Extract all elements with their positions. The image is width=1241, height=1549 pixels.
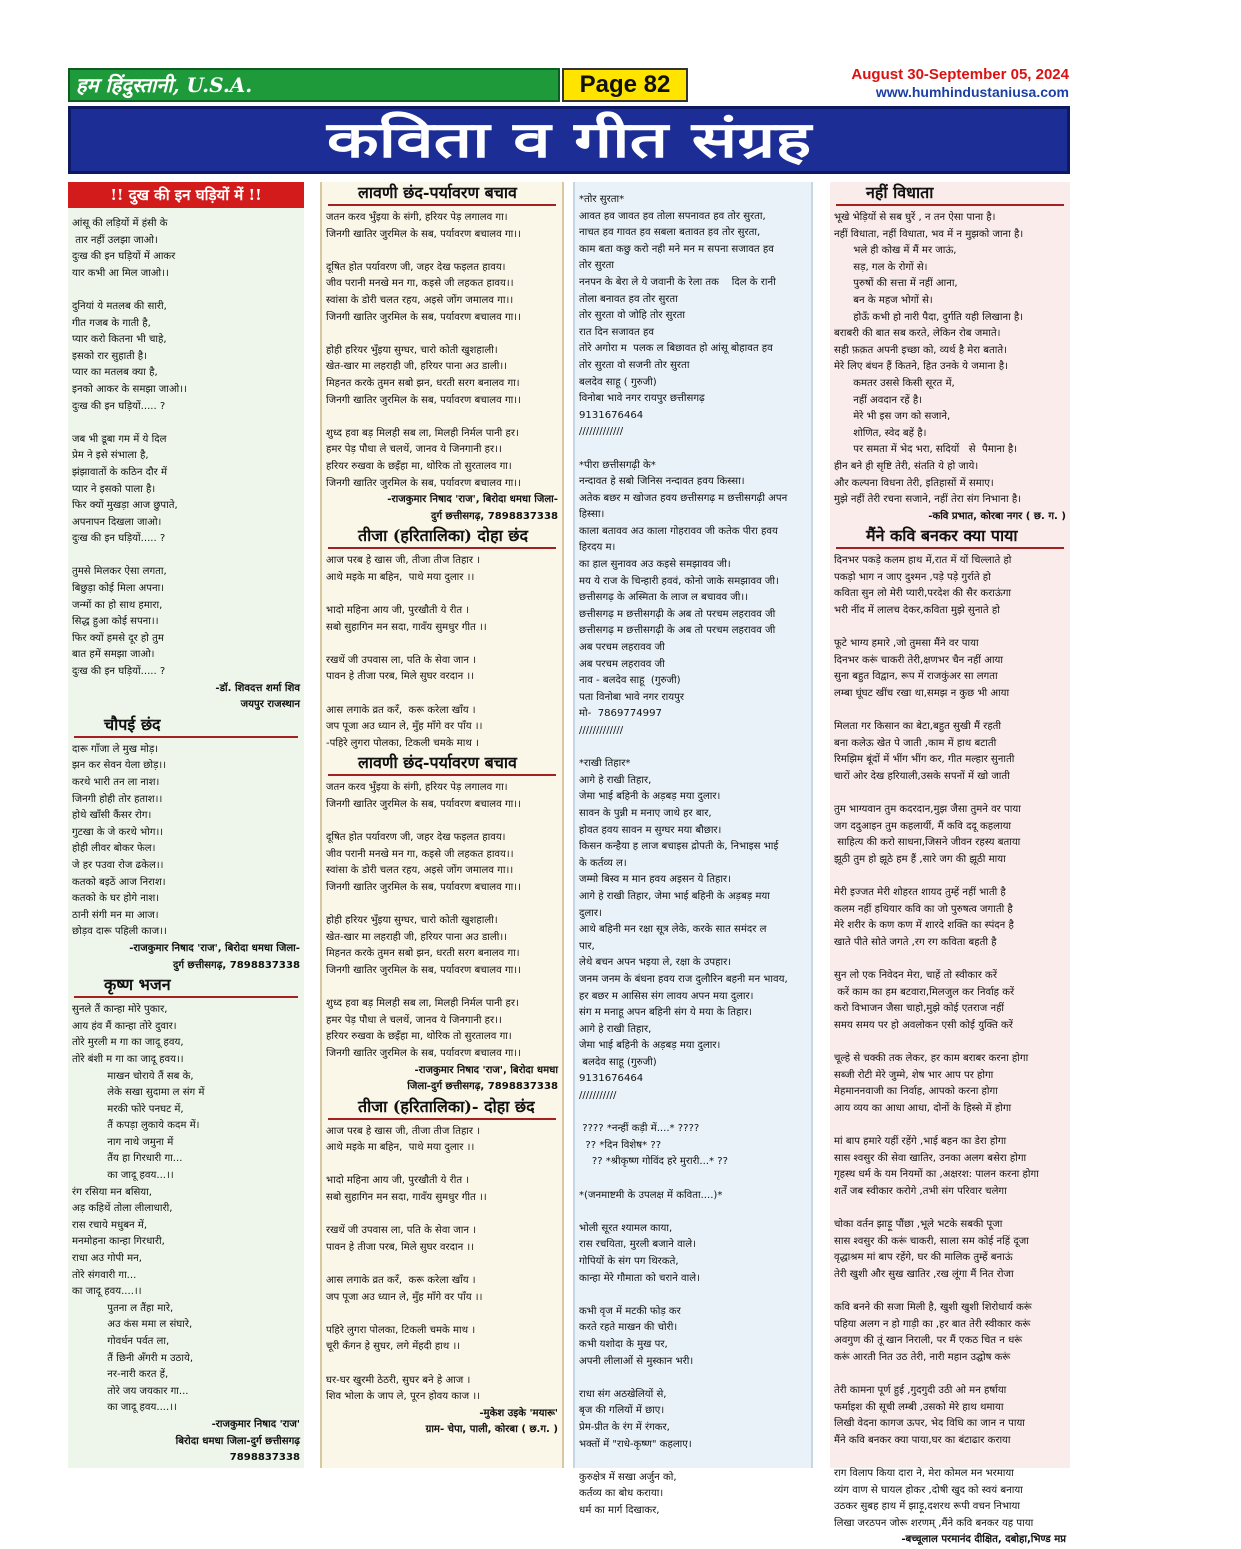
poem-body: *तोर सुरता* आवत हव जावत हव तोला सपनावत हव तोर सुरता, नाचत हव गावत हव सबला बतावत हव तोर सुरता, काम बता कछु करो नही मने मन म सपना सजावत हव तोर सुरता ननपन के बेरा ले ये जवानी के रेला तक दिल के रानी तोला बनावत हव तोर सुरता तोर सुरता वो जोहि तोर सुरता रात दिन सजावत हव तोरे अगोरा म पलक ल बिछावत हो आंसू बोहावत हव तोर सुरता वो सजनी तोर सुरता बलदेव साहू ( गुरुजी) विनोबा भावे नगर रायपुर छत्तीसगढ़ 9131676464 ///////////// *पीरा छत्तीसगढ़ी के* नन्दावत हे सबो जिनिस नन्दावत हवय किस्सा। अतेक बछर म खोजत हवय छत्तीसगढ़ म छत्तीसगढ़ी अपन हिस्सा। काला बतावव अउ काला गोहरावव जी कतेक पीरा हवय हिरदय म। का हाल सुनावव अउ कइसे समझावव जी। मय ये राज के चिन्हारी हववं, कोनो जाके समझावव जी। छत्तीसगढ़ के अस्मिता के लाज ल बचावव जी।। छत्तीसगढ़ म छत्तीसगढ़ी के अब तो परचम लहरावव जी छत्तीसगढ़ म छत्तीसगढ़ी के अब तो परचम लहरावव जी अब परचम लहरावव जी अब परचम लहरावव जी नाव - बलदेव साहू (गुरुजी) पता विनोबा भावे नगर रायपुर मो- 7869774997 ///////////// *राखी तिहार* आगे हे राखी तिहार, जेमा भाई बहिनी के अड़बड़ मया दुलार। सावन के पुन्नी म मनाए जाथे हर बार, होवत हवय सावन म सुग्घर मया बौछार। किसन कन्हैया ह लाज बचाइस द्रोपती के, निभाइस भाई के कर्तव्य ल। जम्मो बिस्व म मान हवय अइसन ये तिहार। आगे हे राखी तिहार, जेमा भाई बहिनी के अड़बड़ मया दुलार। आथे बहिनी मन रक्षा सूत्र लेके, करके सात समंदर ल पार, लेथे बचन अपन भइया ले, रक्षा के उपहार। जनम जनम के बंधना हवय राज दुलौरिन बहनी मन भावय, हर बछर म आसिस संग लावय अपन मया दुलार। संग म मनाहू अपन बहिनी संग ये मया के तिहार। आगे हे राखी तिहार, जेमा भाई बहिनी के अड़बड़ मया दुलार। बलदेव साहू (गुरुजी) 9131676464 /////////// ???? *नन्हीं कड़ी में....* ???? ?? *दिन विशेष* ?? ?? *श्रीकृष्ण गोविंद हरे मुरारी...* ?? *(जनमाष्टमी के उपलक्ष में कविता....)* भोली सूरत श्यामल काया, रास रचयिता, मुरली बजाने वाले। गोपियों के संग पग थिरकते, कान्हा मेरे गौमाता को चराने वाले। कभी वृज में मटकी फोड़ कर करते रहते माखन की चोरी। कभी यशोदा के मुख पर, अपनी लीलाओं से मुस्कान भरी। राधा संग अठखेलियों से, बृज की गलियों में छाए। प्रेम-प्रीत के रंग में रंगकर, भक्तों में "राधे-कृष्ण" कहलाए। कुरुक्षेत्र में सखा अर्जुन को, कर्तव्य का बोध कराया। धर्म का मार्ग दिखाकर, <box>579 194 788 1516</box>
poem-title: कृष्ण भजन <box>74 974 298 998</box>
poem-author: -राजकुमार निषाद 'राज', बिरोदा धमधा <box>414 1064 558 1076</box>
poem-author: -डॉ. शिवदत्त शर्मा शिव <box>215 682 300 694</box>
poem-author: -राजकुमार निषाद 'राज' <box>211 1418 300 1430</box>
poem-title: तीजा (हरितालिका) दोहा छंद <box>328 525 556 549</box>
issue-date: August 30-September 05, 2024 <box>851 66 1069 83</box>
poem-title: लावणी छंद-पर्यावरण बचाव <box>328 752 556 776</box>
poem-author: -मुकेश उइके 'मयारू' <box>479 1407 558 1419</box>
poem-body: भूखे भेड़ियों से सब घुरें , न तन ऐसा पाना है। नहीं विधाता, नहीं विधाता, भव में न मुझको जाना है। भले ही कोख में मैं मर जाऊं, सड़, गल के रोगों से। पुरुषों की सत्ता में नहीं आना, बन के महज भोगों से। होऊँ कभी हो नारी पैदा, दुर्गति यही लिखाना है। बराबरी की बात सब करते, लेकिन रोब जमाते। सही फ़क़त अपनी इच्छा को, व्यर्थ है मेरा बताते। मेरे लिए बंधन हैं कितने, हित उनके ये जमाना है। कमतर उससे किसी सूरत में, नहीं अवदान रहें है। मेरे भी इस जग को सजाने, शोणित, स्वेद बहें है। पर समता में भेद भरा, सदियों से पैमाना है। हीन बने ही सृष्टि तेरी, संतति ये हो जाये। और कल्पना विधना तेरी, इतिहासों में समाए। मुझे नहीं तेरी रचना सजाने, नहीं तेरा संग निभाना है। <box>834 212 1024 506</box>
poem-body: आज परब हे खास जी, तीजा तीज तिहार । आथे मइके मा बहिन, पाथे मया दुलार ।। भादो महिना आय जी, पुरखौती ये रीत । सबो सुहागिन मन सदा, गावँय सुमधुर गीत ।। रखथें जी उपवास ला, पति के सेवा जान । पावन हे तीजा परब, मिले सुघर वरदान ।। आस लगाके व्रत करँ, करू करेला खाँय । जप पूजा अउ ध्यान ले, मुँह माँगे वर पाँय ।। पहिरे लुगरा पोलका, टिकली चमके माथ । चूरी कँगन हे सुघर, लगे मेंहदी हाथ ।। घर-घर खुरमी ठेठरी, सुघर बने हे आज । शिव भोला के जाप ले, पूरन होवय काज ।। <box>326 1125 487 1403</box>
poem-author: -राजकुमार निषाद 'राज', बिरोदा धमधा जिला- <box>387 494 558 506</box>
poem-author-place: बिरोदा धमधा जिला-दुर्ग छत्तीसगढ़ <box>175 1435 300 1447</box>
poem-title: लावणी छंद-पर्यावरण बचाव <box>328 182 556 206</box>
poem-author: -बच्चूलाल परमानंद दीक्षित, दबोहा,भिण्ड मप्र <box>901 1534 1066 1546</box>
poem-title: तीजा (हरितालिका)- दोहा छंद <box>328 1096 556 1120</box>
poem-author-place: ग्राम- चेपा, पाली, कोरबा ( छ.ग. ) <box>425 1424 558 1436</box>
poem-title: चौपई छंद <box>74 714 298 738</box>
brand-bar <box>68 68 560 102</box>
poem-title: नहीं विधाता <box>836 182 1064 206</box>
poem-title: मैंने कवि बनकर क्या पाया <box>836 525 1064 549</box>
poem-title: !! दुख की इन घड़ियों में !! <box>68 182 304 208</box>
section-banner <box>68 106 1070 174</box>
website-link[interactable]: www.humhindustaniusa.com <box>875 84 1069 100</box>
poem-body: जतन करव भुँइया के संगी, हरियर पेड़ लगालव गा। जिनगी खातिर जुरमिल के सब, पर्यावरण बचालव गा।। दूषित होत पर्यावरण जी, जहर देख फइलत हावय। जीव परानी मनखे मन गा, कइसे जी लहकत हावय।। स्वांसा के डोरी चलत रहय, अइसे जोंग जमालव गा।। जिनगी खातिर जुरमिल के सब, पर्यावरण बचालव गा।। होही हरियर भुँइया सुग्घर, चारो कोती खुशहाली। खेत-खार मा लहराही जी, हरियर पाना अउ डाली।। मिहनत करके तुमन सबो झन, धरती सरग बनालव गा। जिनगी खातिर जुरमिल के सब, पर्यावरण बचालव गा।। शुध्द हवा बड़ मिलही सब ला, मिलही निर्मल पानी हर। हमर पेड़ पौधा ले चलथें, जानव ये जिनगानी हर।। हरियर रुखवा के छइँहा मा, थोरिक तो सुरतालव गा। जिनगी खातिर जुरमिल के सब, पर्यावरण बचालव गा।। <box>326 212 521 489</box>
poem-author-place: दुर्ग छत्तीसगढ़, 7898837338 <box>431 510 558 522</box>
poem-author: -कवि प्रभात, कोरबा नगर ( छ. ग. ) <box>928 510 1066 522</box>
poem-body: आंसू की लड़ियों में हंसी के तार नहीं उलझा जाओ। दुःख की इन घड़ियों में आकर यार कभी आ मिल जाओ।। दुनियां ये मतलब की सारी, गीत गजब के गाती है, प्यार करो कितना भी चाहे, इसको रार सुहाती है। प्यार का मतलब क्या है, इनको आकर के समझा जाओ।। दुःख की इन घड़ियों..... ? जब भी डूबा गम में ये दिल प्रेम ने इसे संभाला है, झंझावातों के कठिन दौर में प्यार ने इसको पाला है। फिर क्यों मुखड़ा आज छुपाते, अपनापन दिखला जाओ। दुःख की इन घड़ियों..... ? तुमसे मिलकर ऐसा लगता, बिछुड़ा कोई मिला अपना। जन्मों का हो साथ हमारा, सिद्ध हुआ कोई सपना।। फिर क्यों हमसे दूर हो तुम बात हमें समझा जाओ। दुःख की इन घड़ियों..... ? <box>72 218 187 678</box>
page-number: Page 82 <box>562 68 688 102</box>
poem-body: आज परब हे खास जी, तीजा तीज तिहार । आथे मइके मा बहिन, पाथे मया दुलार ।। भादो महिना आय जी, पुरखौती ये रीत । सबो सुहागिन मन सदा, गावँय सुमधुर गीत ।। रखथें जी उपवास ला, पति के सेवा जान । पावन हे तीजा परब, मिले सुघर वरदान ।। आस लगाके व्रत करँ, करू करेला खाँय । जप पूजा अउ ध्यान ले, मुँह माँगे वर पाँय ।। -पहिरे लुगरा पोलका, टिकली चमके माथ । <box>326 555 487 749</box>
poem-body: सुनले तैं कान्हा मोरे पुकार, आय हंव मैं कान्हा तोरे दुवार। तोरे मुरली म गा का जादू हवय, तोरे बंशी म गा का जादू हवय।। माखन चोराये तैं सब के, लेके सखा सुदामा ल संग में मरकी फोरे पनघट में, तैं कपड़ा लुकाये कदम में। नाग नाथे जमुना में तैंय हा गिरधारी गा... का जादू हवय...।। रंग रसिया मन बसिया, अड़ कहिथें तोला लीलाधारी, रास रचाये मधुबन में, मनमोहना कान्हा गिरधारी, राधा अउ गोपी मन, तोरे संगवारी गा... का जादू हवय....।। पुतना ल तैंहा मारे, अउ कंस ममा ल संघारे, गोवर्धन पर्वत ला, तैं छिनी अँगरी म उठाये, नर-नारी करत हें, तोरे जय जयकार गा... का जादू हवय....।। <box>72 1004 205 1414</box>
column-4 <box>830 182 1070 1546</box>
brand-name: हम हिंदुस्तानी, U.S.A. <box>76 73 253 97</box>
poem-body: जतन करव भुँइया के संगी, हरियर पेड़ लगालव गा। जिनगी खातिर जुरमिल के सब, पर्यावरण बचालव गा।। दूषित होत पर्यावरण जी, जहर देख फइलत हावय। जीव परानी मनखे मन गा, कइसे जी लहकत हावय।। स्वांसा के डोरी चलत रहय, अइसे जोंग जमालव गा।। जिनगी खातिर जुरमिल के सब, पर्यावरण बचालव गा।। होही हरियर भुँइया सुग्घर, चारो कोती खुशहाली। खेत-खार मा लहराही जी, हरियर पाना अउ डाली।। मिहनत करके तुमन सबो झन, धरती सरग बनालव गा। जिनगी खातिर जुरमिल के सब, पर्यावरण बचालव गा।। शुध्द हवा बड़ मिलही सब ला, मिलही निर्मल पानी हर। हमर पेड़ पौधा ले चलथें, जानव ये जिनगानी हर।। हरियर रुखवा के छइँहा मा, थोरिक तो सुरतालव गा। जिनगी खातिर जुरमिल के सब, पर्यावरण बचालव गा।। <box>326 782 521 1059</box>
column-2 <box>320 182 564 1468</box>
column-3 <box>573 182 813 1516</box>
poem-body: दारू गाँजा ले मुख मोड़। झन कर सेवन येला छोड़।। करथे भारी तन ला नाश। जिनगी होही तोर हताश।। होथे खाँसी कैंसर रोग। गुटखा के जे करथे भोग।। होही लीवर बोकर फेल। जे हर पउवा रोज ढकेल।। कतको बइठें आज निराश। कतको के घर होगे नाश। ठानी संगी मन मा आज। छोड़व दारू पहिली काज।। <box>72 743 167 938</box>
poem-body: दिनभर पकड़े कलम हाथ में,रात में यों चिल्लाते हो पकड़ो भाग न जाए दुश्मन ,पड़े पड़े गुर्राते हो कविता सुन लो मेरी प्यारी,परदेश की सैर कराऊंगा भरी नींद में लालच देकर,कविता मुझे सुनाते हो फूटे भाग्य हमारे ,जो तुमसा मैंने वर पाया दिनभर करूं चाकरी तेरी,क्षणभर चैन नहीं आया सुना बहुत विद्वान, रूप में राजकुंअर सा लगता लम्बा घूंघट खींच रखा था,समझ न कुछ भी आया मिलता गर किसान का बेटा,बहुत सुखी मैं रहती बना कलेऊ खेत पे जाती ,काम में हाथ बटाती रिमझिम बूंदों में भींग भींग कर, गीत मल्हार सुनाती चारों ओर देख हरियाली,उसके सपनों में खो जाती तुम भाग्यवान तुम कदरदान,मुझ जैसा तुमने वर पाया जग ददुआइन तुम कहलायीं, मैं कवि ददू कहलाया साहित्य की करो साधना,जिसने जीवन रहस्य बताया झूठी तुम हो झूठे हम हैं ,सारे जग की झूठी माया मेरी इज्जत मेरी शोहरत शायद तुम्हें नहीं भाती है कलम नहीं हथियार कवि का जो पुरुषत्व जगाती है मेरे शरीर के कण कण में शारदे शक्ति का स्पंदन है खाते पीते सोते जगते ,रग रग कविता बहती है सुन लो एक निवेदन मेरा, चाहें तो स्वीकार करें करें काम का हम बटवारा,मिलजुल कर निर्वाह करें करो विभाजन जैसा चाहो,मुझे कोई एतराज नहीं समय समय पर हो अवलोकन एसी कोई युक्ति करें चूल्हे से चक्की तक लेकर, हर काम बराबर करना होगा सब्जी रोटी मेरे जुम्मे, शेष भार आप पर होगा मेहमाननवाजी का निर्वाह, आपको करना होगा आय व्यय का आधा आधा, दोनों के हिस्से में होगा मां बाप हमारे यहीं रहेंगे ,भाई बहन का डेरा होगा सास श्वसुर की सेवा खातिर, उनका अलग बसेरा होगा गृहस्थ धर्म के यम नियमों का ,अक्षरश: पालन करना होगा शर्तें जब स्वीकार करोगे ,तभी संग परिवार चलेगा चोका वर्तन झाड़ू पौंछा ,भूले भटके सबकी पूजा सास श्वसुर की करूं चाकरी, साला सम कोई नहिं दूजा वृद्धाश्रम मां बाप रहेंगे, घर की मालिक तुम्हें बनाऊं तेरी खुशी और सुख खातिर ,रख लूंगा मैं नित रोजा कवि बनने की सजा मिली है, खुशी खुशी शिरोधार्य करूं पहिया अलग न हो गाड़ी का ,हर बात तेरी स्वीकार करूं अवगुण की तूं खान निराली, पर मैं एकठ चित न धरूं करूं आरती नित उठ तेरी, नारी महान उद्घोष करूं तेरी कामना पूर्ण हुई ,गुदगुदी उठी ओ मन हर्षाया फर्माइश की सूची लम्बी ,उसको मेरे हाथ थमाया लिखी वेदना कागज ऊपर, भेद विधि का जान न पाया मैंने कवि बनकर क्या पाया,घर का बंटाढार कराया राग विलाप किया दारा ने, मेरा कोमल मन भरमाया व्यंग वाण से घायल होकर ,दोषी खुद को स्वयं बनाया उठकर सुबह हाथ में झाड़ू,दशरथ रूपी वचन निभाया लिखा जरठपन जोरू शरणम् ,मैंने कवि बनकर यह पाया <box>834 555 1039 1529</box>
poem-author-place: दुर्ग छत्तीसगढ़, 7898837338 <box>173 959 300 971</box>
poem-author-place: जिला-दुर्ग छत्तीसगढ़, 7898837338 <box>407 1081 558 1093</box>
poem-author-place: जयपुर राजस्थान <box>240 699 300 711</box>
masthead <box>0 0 1135 100</box>
poem-author-phone: 7898837338 <box>229 1452 300 1464</box>
section-title: कविता व गीत संग्रह <box>326 111 812 169</box>
poem-author: -राजकुमार निषाद 'राज', बिरोदा धमधा जिला- <box>129 942 300 954</box>
column-1 <box>68 182 304 1468</box>
